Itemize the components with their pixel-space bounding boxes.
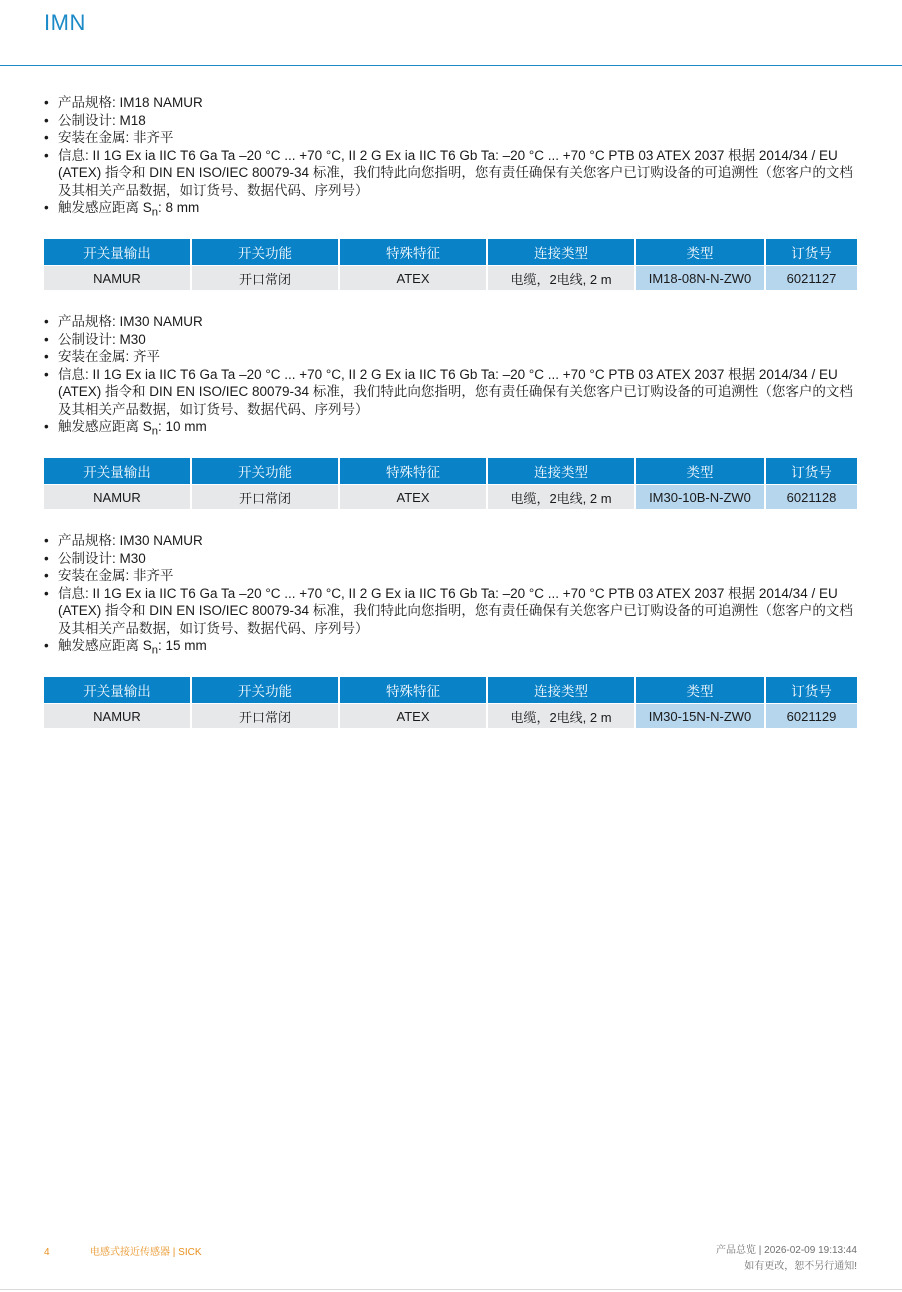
cell-connection-type: 电缆，2电线, 2 m [488, 703, 634, 728]
spec-sensing-distance: • 触发感应距离 $S_n$: 10 mm [44, 418, 857, 441]
cell-order-number: 6021129 [766, 703, 857, 728]
spec-list [44, 532, 857, 660]
col-connection-type: 连接类型 [488, 677, 634, 703]
col-switching-function: 开关功能 [192, 677, 338, 703]
footer-right [716, 1243, 857, 1275]
page-number: 4 [44, 1247, 50, 1258]
spec-product-type: • 产品规格: IM30 NAMUR [44, 532, 857, 550]
product-table [42, 239, 859, 290]
table-row [44, 484, 857, 509]
spec-mounting: • 安装在金属: 非齐平 [44, 129, 857, 147]
cell-switching-function: 开口常闭 [192, 265, 338, 290]
document-title: IMN [44, 10, 86, 35]
col-order-number: 订货号 [766, 677, 857, 703]
spec-list [44, 94, 857, 222]
table-header-row [44, 239, 857, 265]
table-row [44, 265, 857, 290]
spec-metric-design: • 公制设计: M30 [44, 331, 857, 349]
col-type: 类型 [636, 239, 764, 265]
col-switching-function: 开关功能 [192, 239, 338, 265]
spec-info: • 信息: II 1G Ex ia IIC T6 Ga Ta –20 °C ... +70 °C, II 2 G Ex ia IIC T6 Gb Ta: –20 °C ... +70 °C PTB 03 ATEX 2037 根据 2014/34 / EU (ATEX) 指令和 DIN EN ISO/IEC 80079-34 标准，我们特此向您指明，您有责任确保有关您客户已订购设备的可追溯性（您客户的文档及其相关产品数据，如订货号、数据代码、序列号） [44, 147, 857, 200]
product-table [42, 458, 859, 509]
cell-switching-function: 开口常闭 [192, 703, 338, 728]
spec-metric-design: • 公制设计: M18 [44, 112, 857, 130]
col-switching-output: 开关量输出 [44, 239, 190, 265]
footer-overview-timestamp: 产品总览 | 2026-02-09 19:13:44 [715, 1245, 857, 1256]
col-switching-output: 开关量输出 [44, 677, 190, 703]
product-section-2 [44, 313, 857, 509]
footer-notice: 如有更改，恕不另行通知! [744, 1261, 857, 1272]
header-divider [0, 65, 902, 66]
table-header-row [44, 677, 857, 703]
product-section-1 [44, 94, 857, 290]
spec-list [44, 313, 857, 441]
cell-special-feature: ATEX [340, 265, 486, 290]
spec-product-type: • 产品规格: IM18 NAMUR [44, 94, 857, 112]
cell-connection-type: 电缆，2电线, 2 m [488, 484, 634, 509]
cell-type: IM18-08N-N-ZW0 [636, 265, 764, 290]
spec-product-type: • 产品规格: IM30 NAMUR [44, 313, 857, 331]
cell-switching-output: NAMUR [44, 265, 190, 290]
col-special-feature: 特殊特征 [340, 458, 486, 484]
table-header-row [44, 458, 857, 484]
product-table [42, 677, 859, 728]
table-row [44, 703, 857, 728]
cell-connection-type: 电缆，2电线, 2 m [488, 265, 634, 290]
footer-divider [0, 1289, 902, 1290]
cell-type: IM30-15N-N-ZW0 [636, 703, 764, 728]
spec-metric-design: • 公制设计: M30 [44, 550, 857, 568]
col-switching-function: 开关功能 [192, 458, 338, 484]
spec-sensing-distance: • 触发感应距离 $S_n$: 8 mm [44, 199, 857, 222]
footer-left [44, 1243, 202, 1258]
col-order-number: 订货号 [766, 239, 857, 265]
col-connection-type: 连接类型 [488, 458, 634, 484]
spec-info: • 信息: II 1G Ex ia IIC T6 Ga Ta –20 °C ... +70 °C, II 2 G Ex ia IIC T6 Gb Ta: –20 °C ... +70 °C PTB 03 ATEX 2037 根据 2014/34 / EU (ATEX) 指令和 DIN EN ISO/IEC 80079-34 标准，我们特此向您指明，您有责任确保有关您客户已订购设备的可追溯性（您客户的文档及其相关产品数据，如订货号、数据代码、序列号） [44, 585, 857, 638]
cell-order-number: 6021127 [766, 265, 857, 290]
cell-switching-output: NAMUR [44, 484, 190, 509]
col-switching-output: 开关量输出 [44, 458, 190, 484]
col-type: 类型 [636, 677, 764, 703]
cell-switching-output: NAMUR [44, 703, 190, 728]
col-connection-type: 连接类型 [488, 239, 634, 265]
cell-special-feature: ATEX [340, 703, 486, 728]
cell-order-number: 6021128 [766, 484, 857, 509]
cell-special-feature: ATEX [340, 484, 486, 509]
col-special-feature: 特殊特征 [340, 677, 486, 703]
cell-switching-function: 开口常闭 [192, 484, 338, 509]
spec-mounting: • 安装在金属: 非齐平 [44, 567, 857, 585]
footer-doc-label: 电感式接近传感器 | SICK [90, 1247, 202, 1258]
col-type: 类型 [636, 458, 764, 484]
spec-sensing-distance: • 触发感应距离 $S_n$: 15 mm [44, 637, 857, 660]
col-special-feature: 特殊特征 [340, 239, 486, 265]
cell-type: IM30-10B-N-ZW0 [636, 484, 764, 509]
spec-mounting: • 安装在金属: 齐平 [44, 348, 857, 366]
spec-info: • 信息: II 1G Ex ia IIC T6 Ga Ta –20 °C ... +70 °C, II 2 G Ex ia IIC T6 Gb Ta: –20 °C ... +70 °C PTB 03 ATEX 2037 根据 2014/34 / EU (ATEX) 指令和 DIN EN ISO/IEC 80079-34 标准，我们特此向您指明，您有责任确保有关您客户已订购设备的可追溯性（您客户的文档及其相关产品数据，如订货号、数据代码、序列号） [44, 366, 857, 419]
col-order-number: 订货号 [766, 458, 857, 484]
product-section-3 [44, 532, 857, 728]
